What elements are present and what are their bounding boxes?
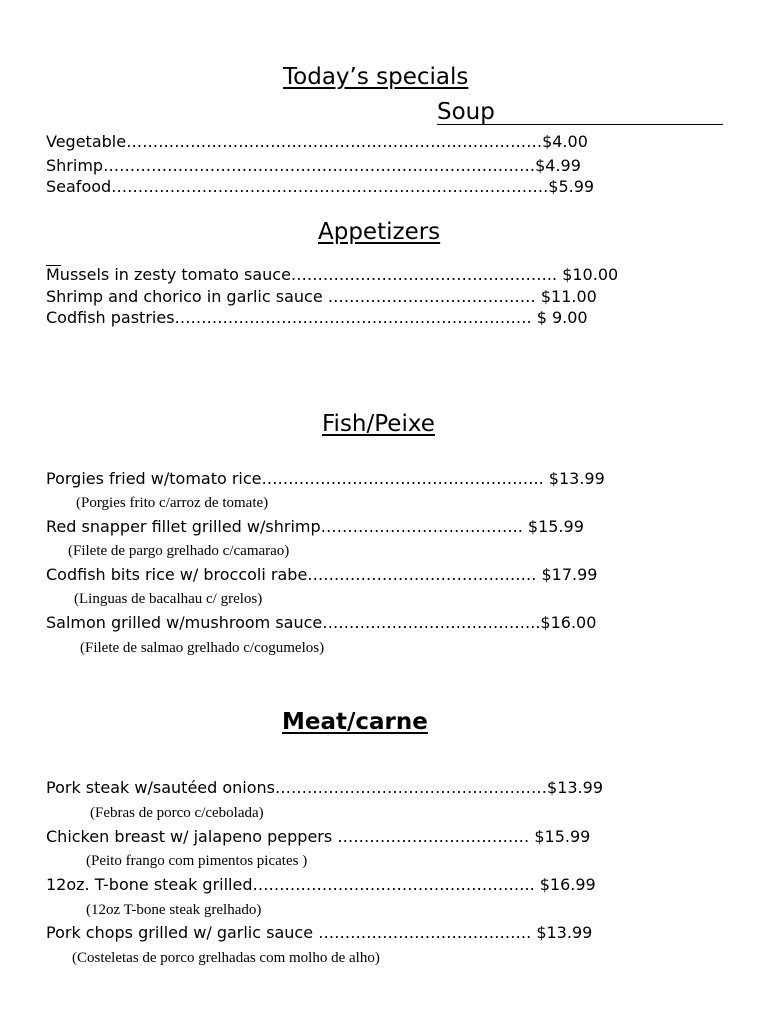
meat-item-pork-steak: Pork steak w/sautéed onions……………………………………………$13.99: [46, 778, 603, 797]
meat-item-tbone-translation: (12oz T-bone steak grelhado): [86, 902, 262, 918]
fish-item-porgies-translation: (Porgies frito c/arroz de tomate): [76, 495, 269, 511]
fish-item-codfish-bits: Codfish bits rice w/ broccoli rabe……………………………………. $17.99: [46, 565, 598, 584]
appetizers-heading: Appetizers: [318, 219, 441, 245]
meat-item-chicken-breast-translation: (Peito frango com pimentos picates ): [86, 853, 308, 869]
meat-item-chicken-breast: Chicken breast w/ jalapeno peppers ……………………………… $15.99: [46, 827, 591, 846]
soup-item-seafood: Seafood……………………………………………………………………….$5.99: [46, 177, 595, 196]
fish-item-codfish-bits-translation: (Linguas de bacalhau c/ grelos): [74, 591, 263, 607]
soup-item-vegetable: Vegetable……………………………………………………………………$4.00: [46, 132, 588, 151]
fish-item-salmon-translation: (Filete de salmao grelhado c/cogumelos): [80, 640, 325, 656]
soup-item-shrimp: Shrimp………………………………………………………………………$4.99: [46, 156, 581, 175]
meat-item-pork-chops-translation: (Costeletas de porco grelhadas com molho de alho): [72, 950, 380, 966]
fish-item-red-snapper: Red snapper fillet grilled w/shrimp……………………………….. $15.99: [46, 517, 584, 536]
meat-item-pork-chops: Pork chops grilled w/ garlic sauce …………………………………. $13.99: [46, 923, 593, 942]
appetizer-item-codfish-pastries: Codfish pastries…………………………………………………………. $ 9.00: [46, 308, 588, 327]
meat-heading: Meat/carne: [282, 709, 428, 735]
fish-heading: Fish/Peixe: [322, 411, 435, 437]
appetizer-item-shrimp-chorico: Shrimp and chorico in garlic sauce ………………………………… $11.00: [46, 287, 597, 306]
fish-item-salmon: Salmon grilled w/mushroom sauce…………………………………..$16.00: [46, 613, 597, 632]
meat-item-tbone: 12oz. T-bone steak grilled…………………………………………….. $16.99: [46, 875, 596, 894]
page-title: Today’s specials: [283, 64, 469, 90]
fish-item-red-snapper-translation: (Filete de pargo grelhado c/camarao): [68, 543, 290, 559]
fish-item-porgies: Porgies fried w/tomato rice…………………………………………….. $13.99: [46, 469, 605, 488]
soup-heading-underline: [437, 124, 723, 125]
meat-item-pork-steak-translation: (Febras de porco c/cebolada): [90, 805, 264, 821]
soup-heading: Soup: [437, 99, 495, 125]
appetizer-item-mussels: Mussels in zesty tomato sauce………………………………………….. $10.00: [46, 265, 619, 284]
